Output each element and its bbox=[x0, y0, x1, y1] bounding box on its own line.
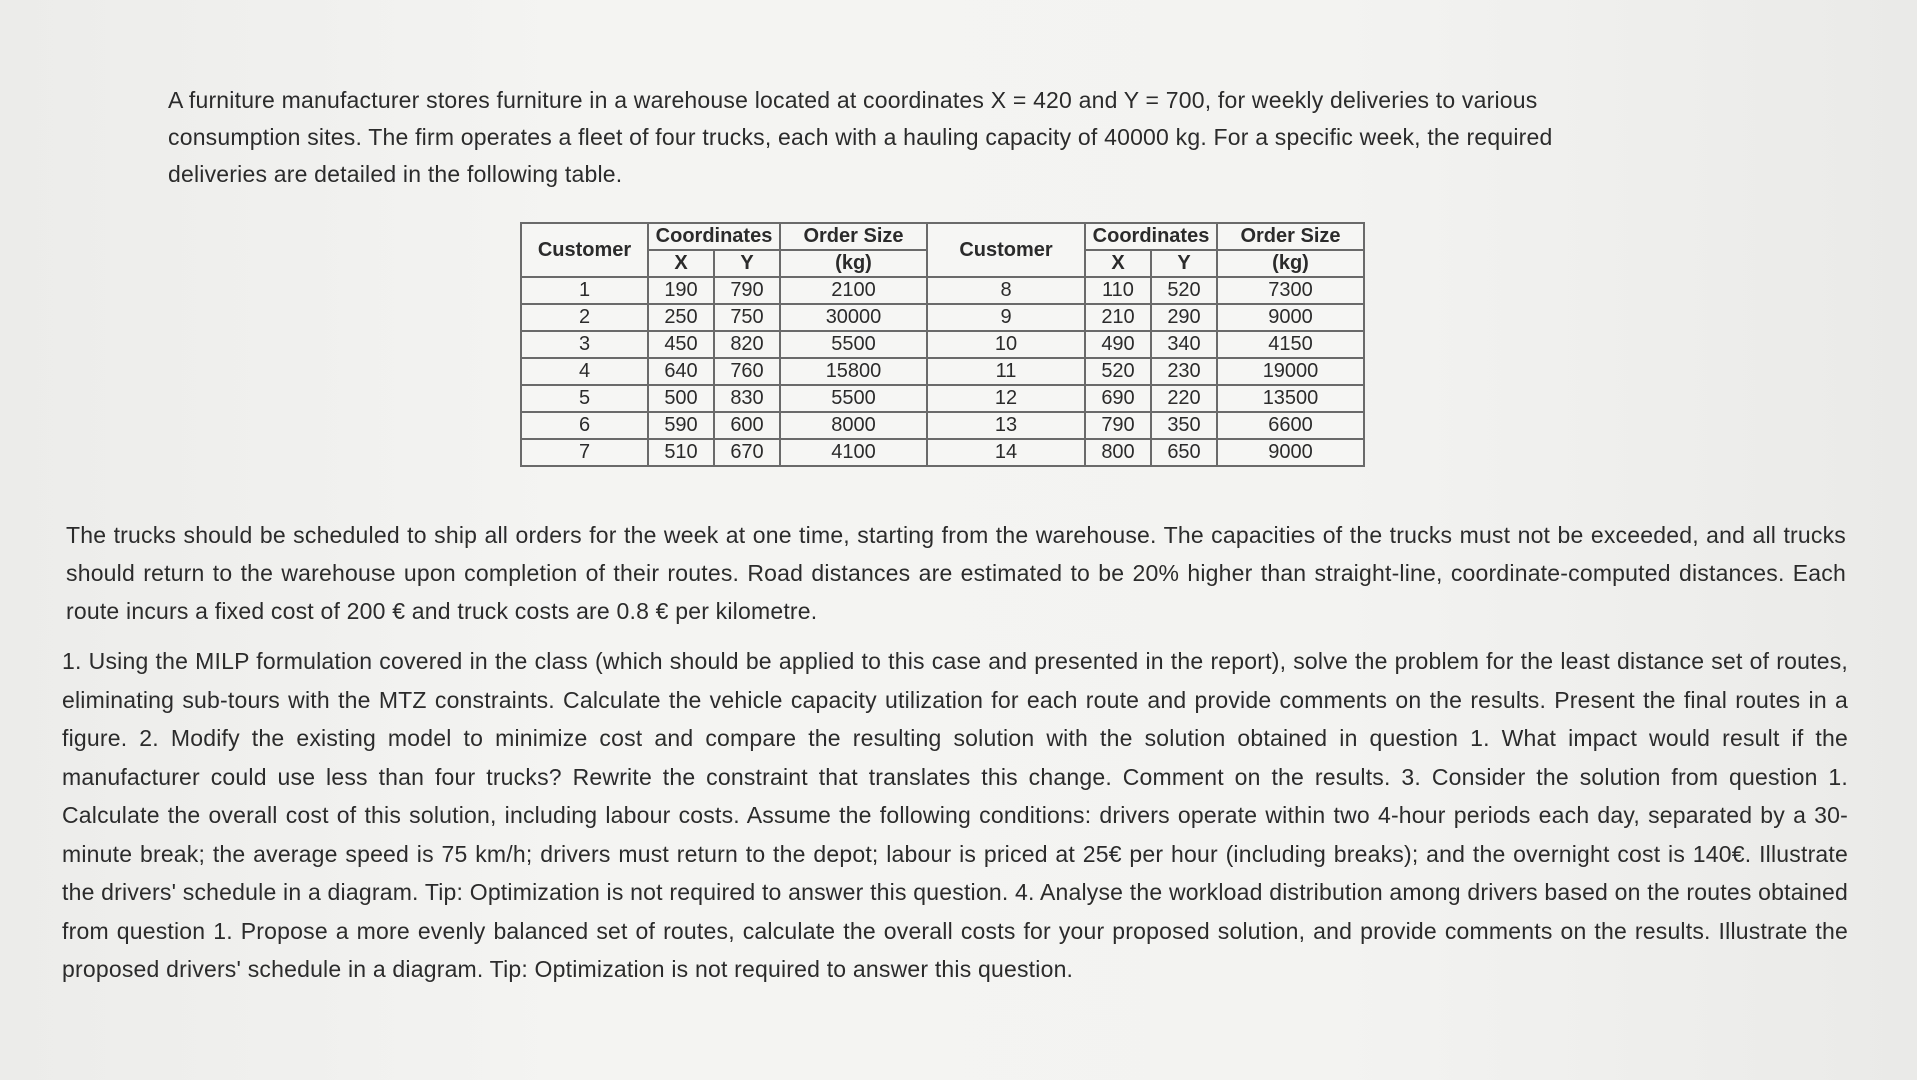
intro-paragraph bbox=[168, 82, 1768, 193]
cell-order-size-2: 13500 bbox=[1217, 385, 1364, 412]
cell-customer: 2 bbox=[521, 304, 648, 331]
cell-y: 790 bbox=[714, 277, 780, 304]
cell-order-size: 15800 bbox=[780, 358, 927, 385]
cell-order-size: 8000 bbox=[780, 412, 927, 439]
questions-paragraph bbox=[62, 642, 1848, 989]
cell-x: 450 bbox=[648, 331, 714, 358]
intro-line-2: consumption sites. The firm operates a fleet of four trucks, each with a hauling capacity of 40000 kg. For a specific week, the required bbox=[168, 124, 1553, 150]
cell-y: 830 bbox=[714, 385, 780, 412]
cell-customer-2: 12 bbox=[927, 385, 1085, 412]
cell-x-2: 520 bbox=[1085, 358, 1151, 385]
cell-y: 600 bbox=[714, 412, 780, 439]
cell-x-2: 690 bbox=[1085, 385, 1151, 412]
cell-customer: 6 bbox=[521, 412, 648, 439]
cell-y: 670 bbox=[714, 439, 780, 466]
table-row bbox=[521, 358, 1364, 385]
header-customer-2: Customer bbox=[927, 223, 1085, 277]
intro-line-3: deliveries are detailed in the following table. bbox=[168, 161, 623, 187]
cell-x: 510 bbox=[648, 439, 714, 466]
cell-x-2: 490 bbox=[1085, 331, 1151, 358]
cell-y-2: 290 bbox=[1151, 304, 1217, 331]
header-order-size-2: Order Size bbox=[1217, 223, 1364, 250]
cell-x-2: 210 bbox=[1085, 304, 1151, 331]
cell-y: 820 bbox=[714, 331, 780, 358]
cell-y-2: 340 bbox=[1151, 331, 1217, 358]
cell-customer-2: 14 bbox=[927, 439, 1085, 466]
header-x: X bbox=[648, 250, 714, 277]
cell-y-2: 520 bbox=[1151, 277, 1217, 304]
cell-customer-2: 10 bbox=[927, 331, 1085, 358]
cell-customer: 4 bbox=[521, 358, 648, 385]
constraints-paragraph bbox=[66, 516, 1846, 630]
cell-order-size-2: 7300 bbox=[1217, 277, 1364, 304]
cell-order-size: 5500 bbox=[780, 385, 927, 412]
table-row bbox=[521, 304, 1364, 331]
header-x-2: X bbox=[1085, 250, 1151, 277]
cell-x: 590 bbox=[648, 412, 714, 439]
cell-customer: 3 bbox=[521, 331, 648, 358]
orders-table-container bbox=[520, 222, 1365, 467]
header-y: Y bbox=[714, 250, 780, 277]
cell-y-2: 350 bbox=[1151, 412, 1217, 439]
cell-order-size: 2100 bbox=[780, 277, 927, 304]
intro-line-1: A furniture manufacturer stores furniture in a warehouse located at coordinates X = 420 and Y = 700, for weekly deliveries to various bbox=[168, 87, 1538, 113]
cell-x-2: 800 bbox=[1085, 439, 1151, 466]
header-order-unit: (kg) bbox=[780, 250, 927, 277]
header-coordinates-2: Coordinates bbox=[1085, 223, 1217, 250]
cell-y-2: 650 bbox=[1151, 439, 1217, 466]
cell-customer: 7 bbox=[521, 439, 648, 466]
cell-x-2: 110 bbox=[1085, 277, 1151, 304]
cell-x-2: 790 bbox=[1085, 412, 1151, 439]
cell-order-size-2: 9000 bbox=[1217, 304, 1364, 331]
cell-customer: 1 bbox=[521, 277, 648, 304]
cell-x: 250 bbox=[648, 304, 714, 331]
cell-x: 500 bbox=[648, 385, 714, 412]
cell-y-2: 220 bbox=[1151, 385, 1217, 412]
cell-customer-2: 9 bbox=[927, 304, 1085, 331]
cell-customer-2: 13 bbox=[927, 412, 1085, 439]
header-order-unit-2: (kg) bbox=[1217, 250, 1364, 277]
cell-y-2: 230 bbox=[1151, 358, 1217, 385]
table-row bbox=[521, 412, 1364, 439]
cell-x: 190 bbox=[648, 277, 714, 304]
constraints-text: The trucks should be scheduled to ship all orders for the week at one time, starting from the warehouse. The capacities of the trucks must not be exceeded, and all trucks should return to the warehouse upon completion of their routes. Road distances are estimated to be 20% higher than straight-line, coordinate-computed distances. Each route incurs a fixed cost of 200 € and truck costs are 0.8 € per kilometre. bbox=[66, 522, 1846, 624]
table-row bbox=[521, 385, 1364, 412]
table-row bbox=[521, 331, 1364, 358]
header-customer: Customer bbox=[521, 223, 648, 277]
header-y-2: Y bbox=[1151, 250, 1217, 277]
cell-order-size-2: 19000 bbox=[1217, 358, 1364, 385]
cell-order-size-2: 4150 bbox=[1217, 331, 1364, 358]
header-order-size: Order Size bbox=[780, 223, 927, 250]
header-coordinates: Coordinates bbox=[648, 223, 780, 250]
cell-order-size: 4100 bbox=[780, 439, 927, 466]
cell-order-size: 5500 bbox=[780, 331, 927, 358]
table-row bbox=[521, 277, 1364, 304]
table-row bbox=[521, 439, 1364, 466]
cell-x: 640 bbox=[648, 358, 714, 385]
table-header-row bbox=[521, 223, 1364, 250]
cell-order-size-2: 9000 bbox=[1217, 439, 1364, 466]
cell-order-size: 30000 bbox=[780, 304, 927, 331]
orders-table bbox=[520, 222, 1365, 467]
cell-y: 750 bbox=[714, 304, 780, 331]
questions-text: 1. Using the MILP formulation covered in the class (which should be applied to this case and presented in the report), solve the problem for the least distance set of routes, eliminating sub-tours with the MTZ constraints. Calculate the vehicle capacity utilization for each route and provide comments on the results. Present the final routes in a figure. 2. Modify the existing model to minimize cost and compare the resulting solution with the solution obtained in question 1. What impact would result if the manufacturer could use less than four trucks? Rewrite the constraint that translates this change. Comment on the results. 3. Consider the solution from question 1. Calculate the overall cost of this solution, including labour costs. Assume the following conditions: drivers operate within two 4-hour periods each day, separated by a 30-minute break; the average speed is 75 km/h; drivers must return to the depot; labour is priced at 25€ per hour (including breaks); and the overnight cost is 140€. Illustrate the drivers' schedule in a diagram. Tip: Optimization is not required to answer this question. 4. Analyse the workload distribution among drivers based on the routes obtained from question 1. Propose a more evenly balanced set of routes, calculate the overall costs for your proposed solution, and provide comments on the results. Illustrate the proposed drivers' schedule in a diagram. Tip: Optimization is not required to answer this question. bbox=[62, 648, 1848, 982]
cell-customer-2: 11 bbox=[927, 358, 1085, 385]
cell-y: 760 bbox=[714, 358, 780, 385]
cell-order-size-2: 6600 bbox=[1217, 412, 1364, 439]
cell-customer: 5 bbox=[521, 385, 648, 412]
cell-customer-2: 8 bbox=[927, 277, 1085, 304]
